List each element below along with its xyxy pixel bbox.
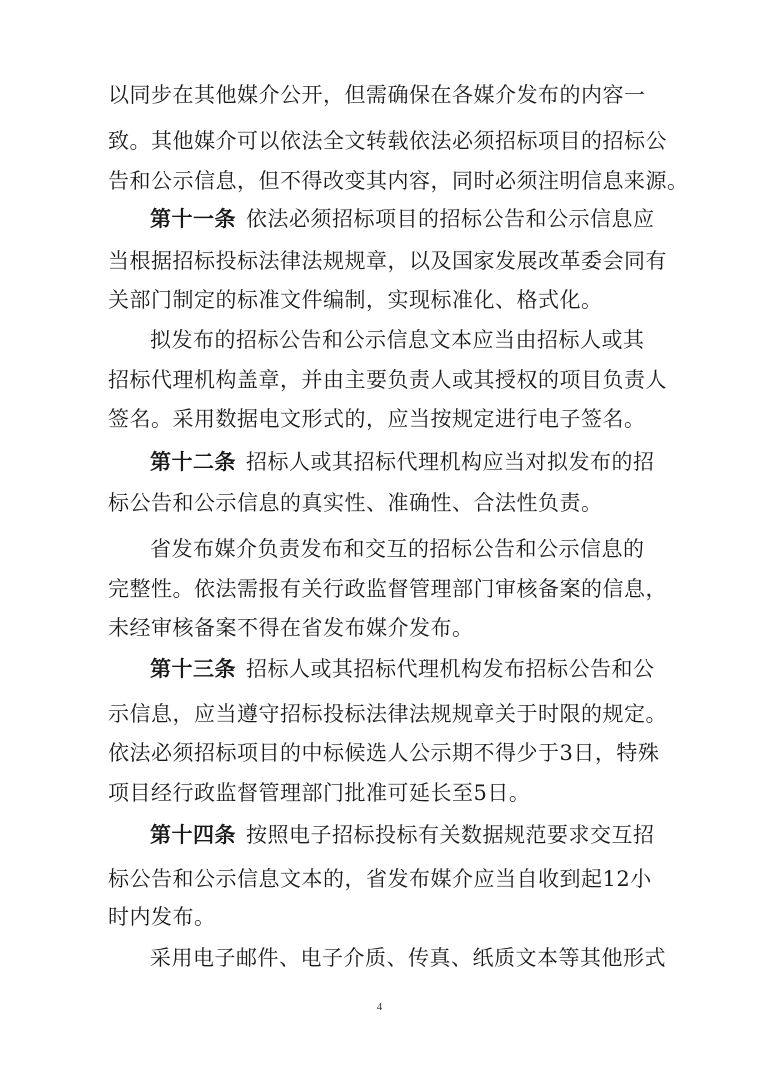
text-line: 签名。采用数据电文形式的，应当按规定进行电子签名。 bbox=[108, 407, 646, 431]
article-heading: 第十四条 bbox=[150, 823, 236, 847]
article-13-first-line bbox=[150, 652, 655, 686]
article-12-first-line bbox=[150, 445, 655, 479]
text-line: 依法必须招标项目的招标公告和公示信息应 bbox=[246, 207, 655, 231]
text-line: 以同步在其他媒介公开，但需确保在各媒介发布的内容一 bbox=[108, 83, 646, 107]
article-heading: 第十三条 bbox=[150, 657, 236, 681]
article-heading: 第十二条 bbox=[150, 450, 236, 474]
text-line: 标公告和公示信息的真实性、准确性、合法性负责。 bbox=[108, 491, 603, 515]
text-line: 省发布媒介负责发布和交互的招标公告和公示信息的 bbox=[150, 537, 645, 561]
article-heading: 第十一条 bbox=[150, 207, 236, 231]
text-line: 招标代理机构盖章，并由主要负责人或其授权的项目负责人 bbox=[108, 368, 667, 392]
text-line: 招标人或其招标代理机构应当对拟发布的招 bbox=[246, 450, 655, 474]
article-14-first-line bbox=[150, 818, 655, 852]
text-line: 项目经行政监督管理部门批准可延长至5日。 bbox=[108, 781, 531, 805]
text-line: 告和公示信息，但不得改变其内容，同时必须注明信息来源。 bbox=[108, 169, 689, 193]
text-line: 依法必须招标项目的中标候选人公示期不得少于3日，特殊 bbox=[108, 741, 660, 765]
text-line: 招标人或其招标代理机构发布招标公告和公 bbox=[246, 657, 655, 681]
article-11-first-line bbox=[150, 202, 655, 236]
text-line: 当根据招标投标法律法规规章，以及国家发展改革委会同有 bbox=[108, 249, 667, 273]
text-line: 标公告和公示信息文本的，省发布媒介应当自收到起12小 bbox=[108, 867, 652, 891]
text-line: 致。其他媒介可以依法全文转载依法必须招标项目的招标公 bbox=[108, 129, 667, 153]
text-line: 示信息，应当遵守招标投标法律法规规章关于时限的规定。 bbox=[108, 702, 667, 726]
text-line: 拟发布的招标公告和公示信息文本应当由招标人或其 bbox=[150, 328, 645, 352]
text-line: 采用电子邮件、电子介质、传真、纸质文本等其他形式 bbox=[150, 946, 666, 970]
page-number: 4 bbox=[376, 1001, 383, 1013]
text-line: 关部门制定的标准文件编制，实现标准化、格式化。 bbox=[108, 288, 603, 312]
text-line: 未经审核备案不得在省发布媒介发布。 bbox=[108, 616, 474, 640]
text-line: 完整性。依法需报有关行政监督管理部门审核备案的信息， bbox=[108, 577, 667, 601]
text-line: 时内发布。 bbox=[108, 905, 216, 929]
text-line: 按照电子招标投标有关数据规范要求交互招 bbox=[246, 823, 655, 847]
